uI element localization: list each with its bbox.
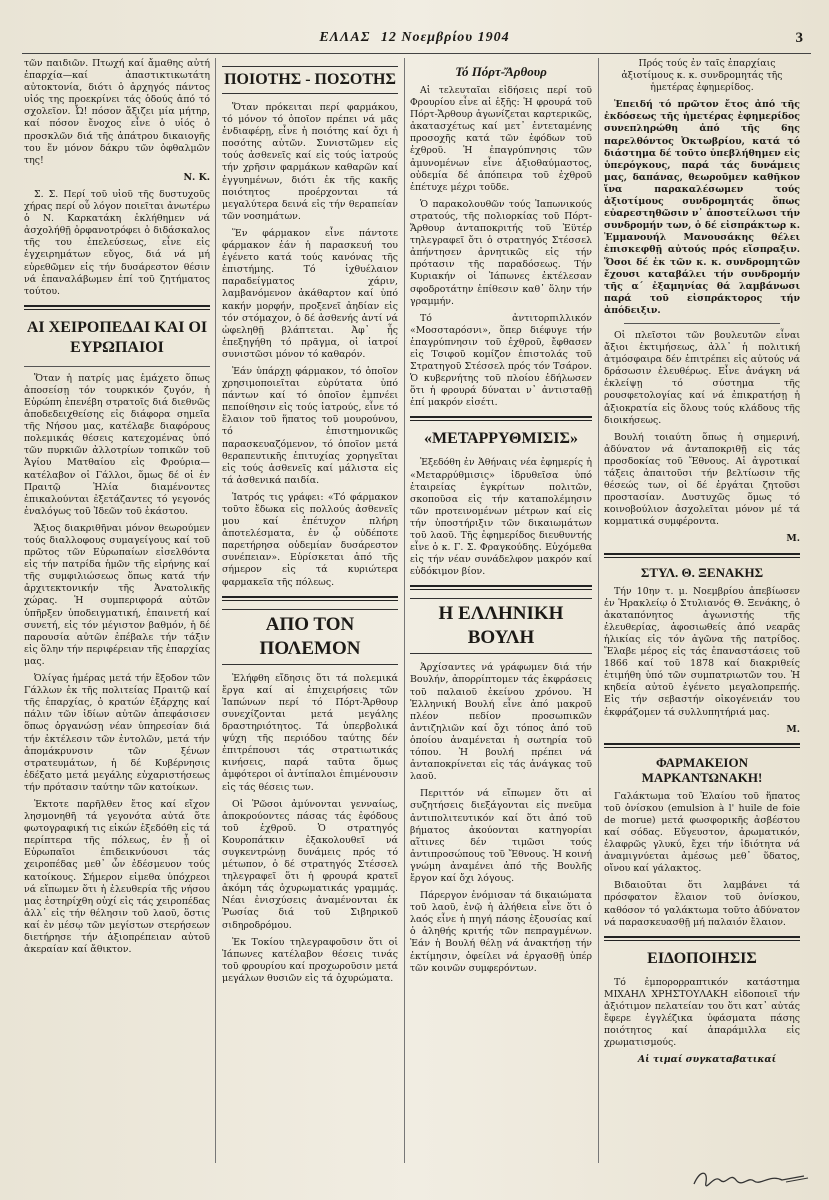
section-rule [24,305,210,310]
author-signature: Μ. [786,533,800,545]
paper-title: ΕΛΛΑΣ [319,30,371,45]
pharmacy-ad: Βιδαιοῦται ὅτι λαμβάνει τά πρόσφατον ἔλαιον τοῦ ὀνίσκου, καθόσον τό γαλάκτωμα τοῦτο ἀδύνατον νά παρασκευασθῇ μή παλαιόν ἔλαιον. [604,880,800,928]
author-signature: Ν. Κ. [183,171,210,183]
column-2 [222,58,398,1163]
article-paragraph: Οἱ Ῥῶσοι ἀμύνονται γενναίως, ἀποκρούοντες πάσας τάς ἐφόδους τοῦ ἐχθροῦ. Ὁ στρατηγός Κουροπάτκιν ἐξακολουθεῖ νά συγκεντρώνῃ δυνάμεις πρός τό μέτωπον, ὁ δέ στρατηγός Στέσσελ τηλεγραφεῖ ὅτι ἡ φρουρά κρατεῖ ἀκόμη τάς ὀχυρωματικάς γραμμάς. Νέαι ἐνισχύσεις ἀναμένονται ἐκ Ῥωσίας διά τοῦ Σιβηρικοῦ σιδηροδρόμου. [222,798,398,931]
article-paragraph: Ὅταν ἡ πατρίς μας ἐμάχετο ὅπως ἀποσείσῃ τόν τουρκικόν ζυγόν, ἡ Εὐρώπη ἐπενέβη στρατοῖς διά διεθνῶς ἀποδεδειχθείσης εἰς διάφορα σημεῖα τῆς Νήσου μας, κατέλαβε διαφόρους πολεμικάς θέσεις κατεχομένας ὑπό τῶν πυρκιῶν ἀλλοτρίων τοπικῶν τοῦ Ἁγίου Ματθαίου εἰς Φρούρια—κατέλαβον οἱ Γάλλοι, ὅμως δέ οἱ ἐν Πραιτῷ Ἠλία διαμένοντες ἐπικαλούνται ἐξετάζαντες τό γεγονός ἐναλόγως τοῦ Ἰδεῶν τοῦ ἑκάστου. [24,372,210,517]
article-paragraph: Ἕν φάρμακον εἶνε πάντοτε φάρμακον ἐάν ἡ παρασκευή του ἐγένετο κατά τούς κανόνας τῆς ἐπιστήμης. Τό ἰχθυέλαιον παραδείγματος χάριν, λαμβανόμενον ἀκάθαρτον καί ὑπό κακήν μορφήν, προξενεῖ ἀηδίαν εἰς τόν στόμαχον, ὁ δέ ἀσθενής ἀντί νά ὠφεληθῇ βλάπτεται. Ἀφ᾽ ἧς ἐπεξηγήθη τό πρᾶγμα, οἱ ἰατροί συνιστῶσι μόνον τό καθαρόν. [222,227,398,360]
column-divider [215,58,216,1163]
shop-notice: Τό ἐμπορορραπτικόν κατάστημα ΜΙΧΑΗΛ ΧΡΗΣΤΟΥΛΑΚΗ εἰδοποιεῖ τήν ἀξιότιμον πελατείαν του ὅτι κατ᾽ αὐτάς ἔφερε ἐγγλέζικα ὑφάσματα πάσης ποιότητος καί ἀπαράμιλλα εἰς χρωματισμούς. [604,976,800,1049]
section-rule [410,416,592,421]
article-paragraph: Ἰατρός τις γράφει: «Τό φάρμακον τοῦτο ἔδωκα εἰς πολλούς ἀσθενεῖς μου καί ἐπέτυχον πλήρη ἀποτελέσματα, ἐν ᾧ οὐδέποτε παρετήρησα οὐδεμίαν δυσάρεστον συνέπειαν». Εὑρίσκεται ἀπό τῆς σήμερον εἰς τά κυριώτερα φαρμακεῖα τῆς πόλεως. [222,491,398,588]
column-divider [598,58,599,1163]
article-paragraph: Ἐλήφθη εἴδησις ὅτι τά πολεμικά ἔργα καί αἱ ἐπιχειρήσεις τῶν Ἰαπώνων περί τό Πόρτ-Ἄρθουρ συνεχίζονται μετά μεγάλης δραστηριότητος. Τά ὑπερβολικά ψύχη τῆς περιόδου ταύτης δέν ἐπιτρέπουσι τάς στρατιωτικάς κινήσεις, παρά ταῦτα ὅμως ἀμφότεροι οἱ ἀντίπαλοι ἐπιμένουσιν εἰς τάς θέσεις των. [222,672,398,793]
issue-date: 12 Νοεμβρίου 1904 [380,30,510,45]
column-3 [410,58,592,1163]
article-paragraph: Ἄξιος διακριθῆναι μόνον θεωρούμεν τούς διαλλοφους συμαγείγους καί τοῦ πρῶτος τῶν Εὐρωπαίων εἰσελθόντα εἰς τήν πατρίδα ἡμῶν τῆς εἰρήνης καί τῆς συμφιλιώσεως ὅπως κατά τήν ἀρχιτεκτονικήν τῆς Ἀνατολικῆς χώρας. Ἡ συμπεριφορά αὐτῶν ὑπῆρξεν ὑποδειγματική, ἐπαινετή καί συνετή, εἰς τόν μέγιστον βαθμόν, ἡ δέ παρουσία αὐτῶν ἐπέβαλε τήν τάξιν εἰς ὅλην τήν περιφέρειαν τῆς ἐπαρχίας μας. [24,522,210,667]
headline-pharmacy: ΦΑΡΜΑΚΕΙΟΝ ΜΑΡΚΑΝΤΩΝΑΚΗ! [641,754,763,785]
pharmacy-ad: Γαλάκτωμα τοῦ Ἐλαίου τοῦ ἥπατος τοῦ ὀνίσκου (emulsion à l' huile de foie de morue) μετά φωσφορικῆς ἀσβέστου καί σόδας. Εὔγευστον, ἀρωματικόν, ἐλαφρῶς γλυκύ, ἔχει τήν ἰδιότητα νά ἀναμιγνύεται ἀμέσως μεθ᾽ ὕδατος, οἴνου καί γάλακτος. [604,790,800,875]
section-rule [410,585,592,590]
masthead-rule [22,53,811,54]
article-continuation: τῶν παιδιῶν. Πτωχή καί ἄμαθης αὐτή ἐπαρχία—καί ἀπαστικτικωτάτη αὐτοκτονία, διότι ὁ ἀρχηγός πάντος υἱός της προεκρίνει τάς ὁδούς ἀπό τό σχολεῖον. Ὦ! πόσον ἄξιζει μία μήτηρ, καί πόσον ἔνοχος εἶνε ὁ υἱός ὁ προσκλῶν διά τῆς ἀπάτρου δικαιογῆς του ἕν μόνον δάκρυ τῶν ὀφθαλμῶν της! [24,58,210,166]
headline-handcuffs: ΑΙ ΧΕΙΡΟΠΕΔΑΙ ΚΑΙ ΟΙ ΕΥΡΩΠΑΙΟΙ [26,318,208,356]
section-rule [604,553,800,558]
article-paragraph: Ὁ παρακολουθῶν τούς Ἰαπωνικούς στρατούς, τῆς πολιορκίας τοῦ Πόρτ-Ἄρθουρ ἀνταποκριτής τοῦ Ἐϋτέρ τηλεγραφεῖ ὅτι ὁ στρατηγός Στέσσελ ἀπήντησεν ἀρνητικῶς εἰς τήν πρότασιν τῆς παραδόσεως. Τήν Κυριακήν οἱ Ἰάπωνες ἐκτέλεσαν σφοδροτάτην ἐπίθεσιν καθ᾽ ὅλην τήν γραμμήν. [410,198,592,307]
column-4 [604,58,800,1163]
handwritten-signature [690,1166,810,1192]
article-paragraph: Ἀρχίσαντες νά γράφωμεν διά τήν Βουλήν, ἀπορρίπτομεν τάς ἐκφράσεις τοῦ παλαιοῦ ἐκείνου χρόνου. Ἡ Ἑλληνική Βουλή εἶνε ἀπό μακροῦ πλέον πεδίον προσωπικῶν ἀντιζηλιῶν καί ὄχι τόπος ἀπό τοῦ ὁποίου ἀναμένεται ἡ σωτηρία τοῦ τόπου. Ἡ βουλή πρέπει νά ἀνταποκρίνεται εἰς τάς ἀνάγκας τοῦ λαοῦ. [410,662,592,783]
article-paragraph: Ὅταν πρόκειται περί φαρμάκου, τό μόνον τό ὁποῖον πρέπει νά μᾶς ἐνδιαφέρῃ, εἶνε ἡ ποιότης καί ὄχι ἡ ποσότης αὐτῶν. Συνιστῶμεν εἰς τούς ἀσθενεῖς καί εἰς τούς ἰατρούς τήν χρῆσιν φαρμάκων καθαρῶν καί ἐγγυημένων, διότι ἐκ τῆς κακῆς ποιότητος προέρχονται τά μεγαλύτερα δεινά εἰς τήν θεραπείαν τῶν νοσημάτων. [222,102,398,222]
subscribers-address: Πρός τούς ἐν ταῖς ἐπαρχίαις ἀξιοτίμους κ. κ. συνδρομητάς τῆς ἡμετέρας ἐφημερίδος. [621,58,783,94]
headline-quality-quantity: ΠΟΙΟΤΗΣ - ΠΟΣΟΤΗΣ [222,66,398,94]
article-paragraph: Τό ἀντιτορπιλλικόν «Μοσσταρόσνι», ὅπερ διέφυγε τήν ἐπαγρύπνησιν τοῦ ἐχθροῦ, ἔφθασεν εἰς Τσιφοῦ κομίζον ἐπιστολάς τοῦ Στρατηγοῦ Στέσσελ πρός τόν Τσάρον. Ὁ κυβερνήτης τοῦ πλοίου ἐδήλωσεν ὅτι ἡ φρουρά δύναται ν᾽ ἀντισταθῇ ἐπί μακρόν εἰσέτι. [410,312,592,409]
masthead [0,30,829,52]
headline-reform: «ΜΕΤΑΡΡΥΘΜΙΣΙΣ» [424,430,578,448]
headline-port-arthur: Τό Πόρτ-Ἄρθουρ [455,64,547,79]
prices-line: Αἱ τιμαί συγκαταβατικαί [637,1054,777,1066]
article-paragraph: Αἱ τελευταῖαι εἰδήσεις περί τοῦ Φρουρίου εἶνε αἱ ἑξῆς: Ἡ φρουρά τοῦ Πόρτ-Ἄρθουρ ἀγωνίζεται καρτερικῶς, ἀκατασχέτως καί μετ᾽ ἐντεταμένης προσοχῆς κατά τῶν ἐφόδων τοῦ ἐχθροῦ. Ἡ ἐπαγρύπνησις τῶν ἀμυνομένων εἶνε ἀξιοθαύμαστος, οὐδεμία δέ ἀπόπειρα τοῦ ἐχθροῦ ἐπέτυχε μέχρι τοῦδε. [410,85,592,193]
section-rule [624,323,780,324]
column-1 [24,58,210,1163]
section-rule [222,596,398,601]
headline-greek-parliament: Η ΕΛΛΗΝΙΚΗ ΒΟΥΛΗ [410,598,592,654]
editor-note: Σ. Σ. Περί τοῦ υἱοῦ τῆς δυστυχοῦς χήρας περί οὗ λόγον ποιεῖται ἀνωτέρω ὁ Ν. Καρκατάκη ἐκλήθημεν νά ἀσχολήθῇ ὀρφανοτρόφει ὁ διδάσκαλος τῆς του ἐπελεύσεως, εἶνε εἰς ἐγχειρημάτων εὔγος, διά νά μή εὐρεθῶμεν εἰς τήν δυσάρεστον θέσιν νά ἐπαναλάβωμεν ἐπί τοῦ ζητήματος τούτου. [24,188,210,297]
article-paragraph: Ἐκ Τοκίου τηλεγραφοῦσιν ὅτι οἱ Ἰάπωνες κατέλαβον θέσεις τινάς τοῦ φρουρίου καί προχωροῦσιν μετά μεγάλων θυσιῶν εἰς τά ὀχυρώματα. [222,936,398,984]
article-paragraph: Πάρεργον ἐνόμισαν τά δικαιώματα τοῦ λαοῦ, ἐνῷ ἡ ἀλήθεια εἶνε ὅτι ὁ λαός εἶνε ἡ πηγή πάσης ἐξουσίας καί ὁ ἀληθής κριτής τῶν πεπραγμένων. Ἐάν ἡ Βουλή θέλῃ νά ἀνακτήσῃ τήν ἐκτίμησιν, ὀφείλει νά ἐργασθῇ ὑπέρ τῶν κοινῶν συμφερόντων. [410,890,592,974]
section-rule [604,936,800,941]
article-paragraph: Οἱ πλεῖστοι τῶν βουλευτῶν εἶναι ἄξιοι ἐκτιμήσεως, ἀλλ᾽ ἡ πολιτική ἀτμόσφαιρα δέν ἐπιτρέπει εἰς αὐτούς νά δράσωσιν ἐλευθέρως. Εἶνε ἀνάγκη νά ἐκλείψῃ τό σύστημα τῆς ρουσφετολογίας καί νά ἐπικρατήσῃ ἡ ἀξιοκρατία εἰς ὅλους τούς κλάδους τῆς διοικήσεως. [604,329,800,426]
obituary-text: Τήν 10ην τ. μ. Νοεμβρίου ἀπεβίωσεν ἐν Ἡρακλείῳ ὁ Στυλιανός Θ. Ξενάκης, ὁ ἀκαταπόνητος ἀγωνιστής τῆς ἐλευθερίας, ἀφοσιωθείς ἀπό νεαρᾶς ἡλικίας εἰς τόν ἀγῶνα τῆς πατρίδος. Ἔλαβε μέρος εἰς τάς ἐπαναστάσεις τοῦ 1866 καί τοῦ 1878 καί διακριθείς ἐτιμήθη ὑπό τῶν συμπατριωτῶν του. Ἡ κηδεία αὐτοῦ ἐγένετο μεγαλοπρεπής. Εἰς τήν σεβαστήν οἰκογένειάν του ἐκφράζομεν τά συλλυπητήριά μας. [604,585,800,718]
subscribers-notice: Ἐπειδή τό πρῶτον ἔτος ἀπό τῆς ἐκδόσεως τῆς ἡμετέρας ἐφημερίδος συνεπληρώθη ἀπό τῆς 6ης παρελθόντος Ὀκτωβρίου, κατά τό διάστημα δέ τοῦτο ὑπεβλήθημεν εἰς ὑπερόγκους, παρά τάς δυνάμεις μας, δαπάνας, θεωροῦμεν καθῆκον ἵνα παρακαλέσωμεν τούς ἀξιοτίμους συνδρομητάς ὅπως εὐαρεστηθῶσιν ν᾽ ἀποστείλωσι τήν συνδρομήν των, ὁ δέ εἰσπράκτωρ κ. Ἐμμανουήλ Μανουσάκης θέλει ἐπισκεφθῇ αὐτούς πρός εἴσπραξιν. Ὅσοι δέ ἐκ τῶν κ. κ. συνδρομητῶν ἔχουσι καταβάλει τήν συνδρομήν τῆς α΄ ἐξαμηνίας θά λαμβάνωσι παρά τοῦ εἰσπράκτορος τήν ἀπόδειξιν. [604,99,800,316]
column-divider [404,58,405,1163]
page-number: 3 [795,30,803,46]
article-paragraph: Ἐξεδόθη ἐν Ἀθήναις νέα ἐφημερίς ἡ «Μεταρρύθμισις» ἱδρυθεῖσα ὑπό ἑταιρείας ἐγκρίτων πολιτῶν, σκοποῦσα εἰς τήν καταπολέμησιν τῶν προτεινομένων μέτρων καί εἰς τήν ὑποστήριξιν τῶν δικαιωμάτων τοῦ λαοῦ. Τῆς ἐφημερίδος διευθυντής εἶνε ὁ κ. Γ. Σ. Φραγκούδης. Εὐχόμεθα εἰς τήν νέαν συνάδελφον μακρόν καί εὐδόκιμον βίον. [410,457,592,578]
headline-obituary: ΣΤΥΛ. Θ. ΞΕΝΑΚΗΣ [640,564,764,580]
author-signature: Μ. [786,723,800,735]
headline-rule [24,366,210,367]
headline-notice: ΕΙΔΟΠΟΙΗΣΙΣ [647,949,757,967]
article-paragraph: Βουλή τοιαύτη ὅπως ἡ σημερινή, ἀδύνατον νά ἀνταποκριθῇ εἰς τάς προσδοκίας τοῦ Ἔθνους. Αἱ ἀγροτικαί τάξεις ἀπαιτοῦσι τήν βελτίωσιν τῆς θέσεώς των, οἱ δέ ἐργάται ζητοῦσι προστασίαν. Δυστυχῶς ὅμως τό κοινοβούλιον ἀσχολεῖται μόνον μέ τά κομματικά συμφέροντα. [604,431,800,528]
article-paragraph: Ἐκτοτε παρῆλθεν ἔτος καί εἴχον λησμονηθῆ τά γεγονότα αὐτά ὅτε φωτογραφική τις εἰκών ἐξεδόθη εἰς τά περίπτερα τῆς πόλεως, ἐν ᾗ οἱ Εὐρωπαῖοι ἐπιδεικνύουσι τάς χειροπέδας μεθ᾽ ὧν ἐδέσμευον τούς κατοίκους. Σήμερον εἰμεθα ὑπόχρεοι νά εἴπωμεν ὅτι ἡ ἐλευθερία τῆς νήσου μας ἐστηρίχθη οὐχί εἰς τάς χειροπέδας ἀλλ᾽ εἰς τήν θέλησιν τοῦ λαοῦ, ὅστις καί ἐν μέσῳ τῶν μεγίστων στερήσεων διετήρησε τήν ἀξιοπρέπειαν αὐτοῦ ἀκεραίαν καί ἄθικτον. [24,798,210,956]
headline-from-the-war: ΑΠΟ ΤΟΝ ΠΟΛΕΜΟΝ [222,609,398,665]
section-rule [604,743,800,748]
article-paragraph: Ἐάν ὑπάρχῃ φάρμακον, τό ὁποῖον χρησιμοποιεῖται εὐρύτατα ὑπό πάντων καί τό ὁποῖον ἐμπνέει πεποίθησιν εἰς τούς ἰατρούς, εἶνε τό ἔλαιον τοῦ ἥπατος τοῦ μουρούνου, τό ἐπιστημονικῶς παρασκευαζόμενον, τό ὁποῖον μετά θεραπευτικῆς ἐπιτυχίας χορηγεῖται εἰς τούς ἀσθενεῖς καί μάλιστα εἰς τά ἀσθενικά παιδία. [222,365,398,486]
article-paragraph: Περιττόν νά εἴπωμεν ὅτι αἱ συζητήσεις διεξάγονται εἰς πνεῦμα ἀντιπολιτευτικόν καί ὅτι ἀπό τοῦ βήματος ἀκούονται κατηγορίαι αἵτινες δέν τιμῶσι τούς ἀντιπροσώπους τοῦ Ἔθνους. Ἡ κοινή γνώμη ἀναμένει ἀπό τῆς Βουλῆς ἔργον καί ὄχι λόγους. [410,788,592,884]
article-paragraph: Ὀλίγας ἡμέρας μετά τήν ἔξοδον τῶν Γάλλων ἐκ τῆς πολιτείας Πραιτῷ καί τῆς ἐπαρχίας, ὁ κρατών ἐξάρχης καί πάλιν τῶν ἰδίων αὐτῶν ἀπεφάσισεν ὅπως ὀργανώσῃ νέαν ὑπηρεσίαν διά τήν ἐκτέλεσιν τῶν ἐντολῶν, μετά τήν ἀπομάκρυνσιν τῶν ξένων στρατευμάτων, ἡ δέ Κυβέρνησις ἐδέξατο μετά μεγάλης εὐχαριστήσεως τήν πρότασιν ταύτην τῶν κατοίκων. [24,673,210,793]
